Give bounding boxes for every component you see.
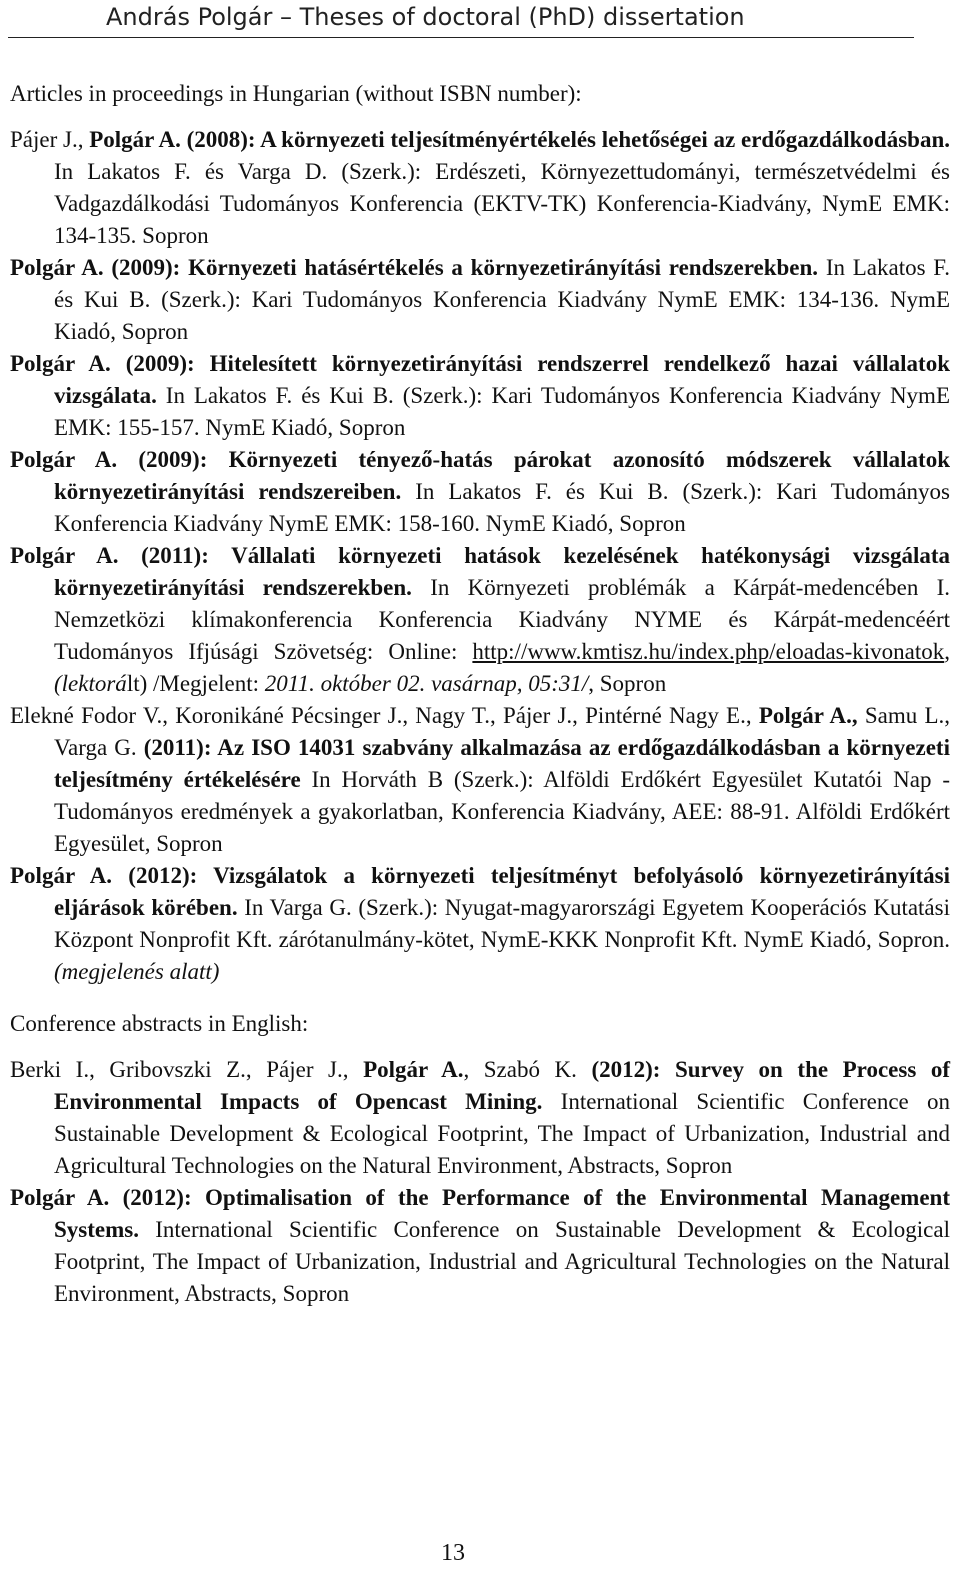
entry-authors-rest: Samu L., Varga G. <box>54 703 950 760</box>
entry-source: In Horváth B (Szerk.): Alföldi Erdőkért Egyesület Kutatói Nap - Tudományos eredmények a gyakorlatban, Konferencia Kiadvány, AEE: 88-91. Alföldi Erdőkért Egyesület, Sopron <box>54 767 950 856</box>
entry-year: (2012): <box>112 863 214 888</box>
section-heading-hungarian: Articles in proceedings in Hungarian (without ISBN number): <box>10 81 582 106</box>
publication-list <box>10 78 950 1310</box>
entry-title: Az ISO 14031 szabvány alkalmazása az erdőgazdálkodásban a környezeti teljesítmény értékelésére <box>54 735 950 792</box>
entry-author-highlight: Polgár A. <box>89 127 181 152</box>
entry-author-highlight: Polgár A. <box>363 1057 464 1082</box>
entry-title: Vállalati környezeti hatások kezelésének hatékonysági vizsgálata környezetirányítási rendszerekben. <box>54 543 951 600</box>
entry-source: International Scientific Conference on Sustainable Development & Ecological Footprint, The Impact of Urbanization, Industrial and Agricultural Technologies on the Natural Environment, Abstracts, Sopron <box>54 1089 950 1178</box>
entry-source: In Varga G. (Szerk.): Nyugat-magyarországi Egyetem Kooperációs Kutatási Központ Nonprofit Kft. zárótanulmány-kötet, NymE-KKK Nonprofit Kft. NymE Kiadó, Sopron. <box>54 895 950 952</box>
entry-year: (2008): <box>180 127 261 152</box>
entry-place: , Sopron <box>588 671 667 696</box>
entry-author-highlight: Polgár A. <box>10 543 119 568</box>
entry-authors-rest: , Szabó K. <box>463 1057 592 1082</box>
publication-entry <box>10 700 950 860</box>
section-spacer <box>10 988 950 1008</box>
entry-authors: Berki I., Gribovszki Z., Pájer J., <box>10 1057 364 1082</box>
entry-author-highlight: Polgár A. <box>10 1185 110 1210</box>
entry-separator: , <box>944 639 950 664</box>
entry-title: A környezeti teljesítményértékelés lehetőségei az erdőgazdálkodásban. <box>260 127 950 152</box>
entry-title: Hitelesített környezetirányítási rendszerrel rendelkező hazai vállalatok vizsgálata. <box>54 351 951 408</box>
publication-entry <box>10 444 950 540</box>
entry-year: (2012): <box>109 1185 206 1210</box>
entry-year: (2011): <box>143 735 218 760</box>
entry-author-highlight: Polgár A. <box>10 351 111 376</box>
entry-title: Optimalisation of the Performance of the Environmental Management Systems. <box>54 1185 950 1242</box>
publication-entry <box>10 348 950 444</box>
running-header: András Polgár – Theses of doctoral (PhD) dissertation <box>8 0 914 38</box>
publication-entry <box>10 540 950 700</box>
entry-year: (2012): <box>591 1057 675 1082</box>
entry-year: (2009): <box>103 255 189 280</box>
entry-source: In Lakatos F. és Kui B. (Szerk.): Kari Tudományos Konferencia Kiadvány NymE EMK: 134-136. NymE Kiadó, Sopron <box>54 255 950 344</box>
entry-authors: Pájer J., <box>10 127 90 152</box>
entry-author-highlight: Polgár A. <box>10 447 118 472</box>
entry-author-highlight: Polgár A. <box>10 863 113 888</box>
entry-title: Survey on the Process of Environmental Impacts of Opencast Mining. <box>54 1057 950 1114</box>
entry-source: In Lakatos F. és Kui B. (Szerk.): Kari Tudományos Konferencia Kiadvány NymE EMK: 155-157. NymE Kiadó, Sopron <box>54 383 950 440</box>
entry-title: Vizsgálatok a környezeti teljesítményt befolyásoló környezetirányítási eljárások körében. <box>54 863 951 920</box>
entry-review-note: (lektorá <box>54 671 127 696</box>
page-number: 13 <box>441 1540 465 1566</box>
entry-title: Környezeti tényező-hatás párokat azonosító módszerek vállalatok környezetirányítási rendszereiben. <box>54 447 950 504</box>
entry-author-highlight: Polgár A., <box>758 703 858 728</box>
publication-entry <box>10 252 950 348</box>
entry-source: In Lakatos F. és Kui B. (Szerk.): Kari Tudományos Konferencia Kiadvány NymE EMK: 158-160. NymE Kiadó, Sopron <box>54 479 950 536</box>
section-heading-english: Conference abstracts in English: <box>10 1011 309 1036</box>
entry-author-highlight: Polgár A. <box>10 255 104 280</box>
entry-title: Környezeti hatásértékelés a környezetirányítási rendszerekben. <box>188 255 819 280</box>
entry-link[interactable]: http://www.kmtisz.hu/index.php/eloadas-kivonatok <box>472 639 945 664</box>
publication-entry <box>10 860 950 988</box>
entry-year: (2009): <box>117 447 229 472</box>
publication-entry <box>10 124 950 252</box>
entry-authors: Elekné Fodor V., Koronikáné Pécsinger J., Nagy T., Pájer J., Pintérné Nagy E., <box>10 703 759 728</box>
entry-source: In Környezeti problémák a Kárpát-medencében I. Nemzetközi klímakonferencia Konferencia Kiadvány NYME és Kárpát-medencéért Tudományos Ifjúsági Szövetség: Online: <box>54 575 950 664</box>
entry-published-date: 2011. október 02. vasárnap, 05:31/ <box>264 671 589 696</box>
entry-year: (2011): <box>118 543 232 568</box>
publication-entry <box>10 1054 950 1182</box>
entry-source: International Scientific Conference on Sustainable Development & Ecological Footprint, The Impact of Urbanization, Industrial and Agricultural Technologies on the Natural Environment, Abstracts, Sopron <box>54 1217 950 1306</box>
entry-status-note: (megjelenés alatt) <box>54 959 220 984</box>
entry-source: In Lakatos F. és Varga D. (Szerk.): Erdészeti, Környezettudományi, természetvédelmi és Vadgazdálkodási Tudományos Konferencia (EKTV-TK) Konferencia-Kiadvány, NymE EMK: 134-135. Sopron <box>54 159 950 248</box>
entry-published-label: lt) /Megjelent: <box>126 671 265 696</box>
entry-year: (2009): <box>110 351 210 376</box>
publication-entry <box>10 1182 950 1310</box>
